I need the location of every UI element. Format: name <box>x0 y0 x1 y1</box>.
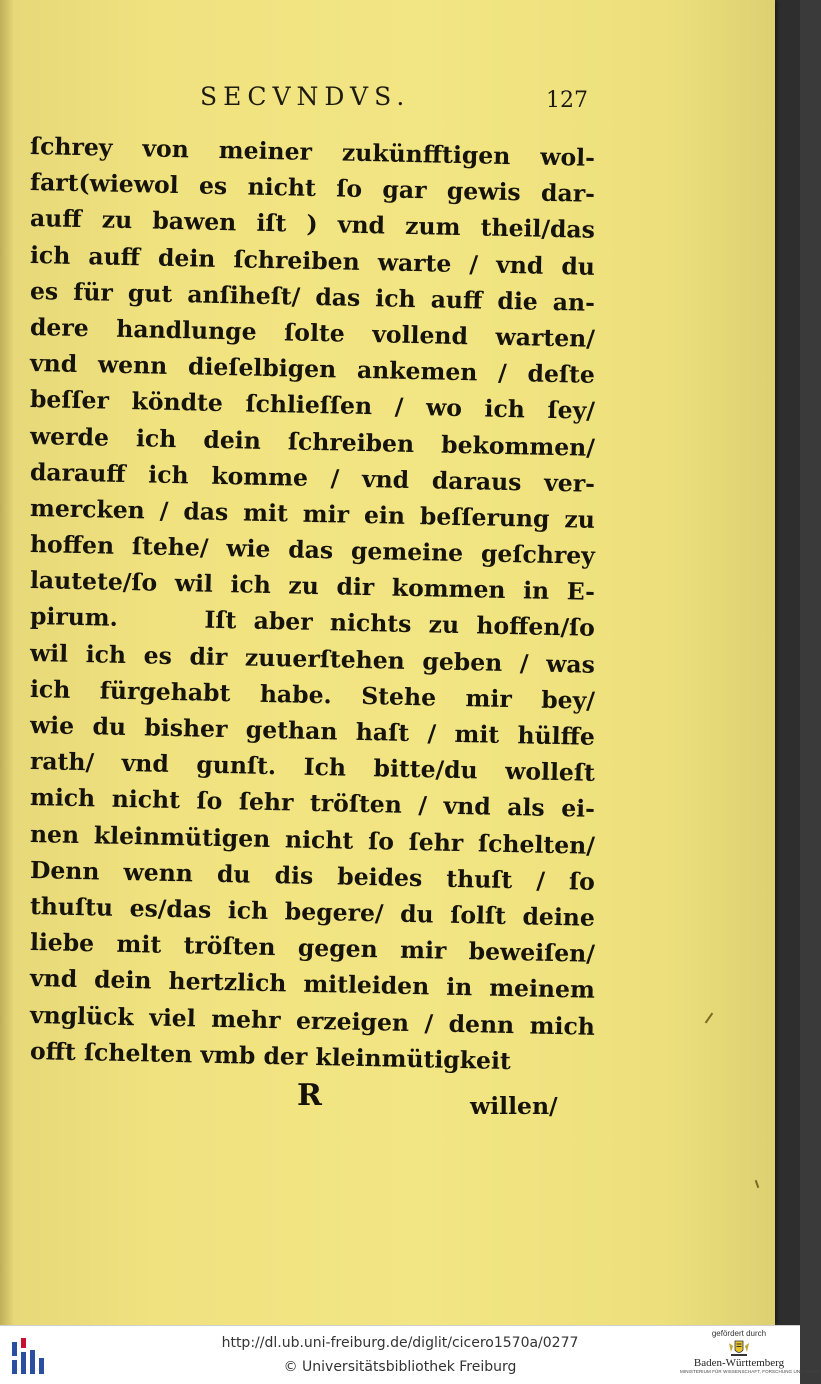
paper-mark <box>755 1180 760 1188</box>
text-line: mich nicht ſo ſehr tröſten / vnd als ei- <box>29 783 596 824</box>
text-line: vnd wenn dieſelbigen ankemen / deſte <box>29 349 596 389</box>
text-line: nen kleinmütigen nicht ſo ſehr ſchelten/ <box>29 819 596 860</box>
viewer-footer <box>0 1325 821 1384</box>
sponsor-subtitle: MINISTERIUM FÜR WISSENSCHAFT, FORSCHUNG UND KUNST <box>680 1369 821 1374</box>
text-line: Denn wenn du dis beides thuſt / ſo <box>29 855 596 896</box>
page-number: 127 <box>546 88 588 113</box>
text-line: rath/ vnd gunſt. Ich bitte/du wolleſt <box>29 747 596 788</box>
text-line: offt ſchelten vmb der kleinmütigkeit <box>29 1036 512 1075</box>
sponsor-block <box>680 1328 821 1382</box>
permalink-url[interactable]: http://dl.ub.uni-freiburg.de/diglit/cicero1570a/0277 <box>221 1335 579 1351</box>
text-line: ſchrey von meiner zukünfftigen wol- <box>29 132 596 172</box>
state-crest-icon <box>726 1339 752 1357</box>
spine-shadow <box>0 0 14 1325</box>
text-line: es für gut anſiheſt/ das ich auff die an- <box>29 276 596 317</box>
running-head: SECVNDVS. <box>200 82 411 111</box>
text-line: werde ich dein ſchreiben bekommen/ <box>29 421 596 462</box>
text-line: lautete/ſo wil ich zu dir kommen in E- <box>29 566 596 607</box>
sponsor-name: Baden-Württemberg <box>693 1357 785 1369</box>
signature-mark: R <box>297 1078 322 1113</box>
text-line: wie du bisher gethan haſt / mit hülffe <box>29 711 596 751</box>
text-line: wil ich es dir zuuerſtehen geben / was <box>29 638 596 679</box>
paper-mark <box>705 1013 714 1024</box>
text-line: beſſer köndte ſchlieſſen / wo ich ſey/ <box>29 385 596 426</box>
text-block <box>29 128 596 1075</box>
sponsor-label: gefördert durch <box>711 1329 767 1338</box>
copyright-notice: © Universitätsbibliothek Freiburg <box>283 1359 517 1375</box>
text-line: vnd dein hertzlich mitleiden in meinem <box>29 964 596 1005</box>
text-line: vnglück viel mehr erzeigen / denn mich <box>29 1000 596 1041</box>
text-line: darauff ich komme / vnd daraus ver- <box>29 457 596 498</box>
text-line: liebe mit tröſten gegen mir beweiſen/ <box>29 928 596 968</box>
catchword: willen/ <box>470 1092 558 1120</box>
text-line: hoffen ſtehe/ wie das gemeine geſchrey <box>29 530 596 570</box>
text-line: ich fürgehabt habe. Stehe mir bey/ <box>29 674 596 715</box>
text-line: ich auff dein ſchreiben warte / vnd du <box>29 240 596 281</box>
text-line: thuſtu es/das ich begere/ du ſolſt deine <box>29 891 596 932</box>
text-line: pirum. Iſt aber nichts zu hoffen/ſo <box>29 602 596 643</box>
text-line: fart(wiewol es nicht ſo gar gewis dar- <box>29 168 596 209</box>
text-line: mercken / das mit mir ein beſſerung zu <box>29 493 596 534</box>
text-line: dere handlunge ſolte vollend warten/ <box>29 312 596 353</box>
text-line: auff zu bawen iſt ) vnd zum theil/das <box>29 204 596 245</box>
